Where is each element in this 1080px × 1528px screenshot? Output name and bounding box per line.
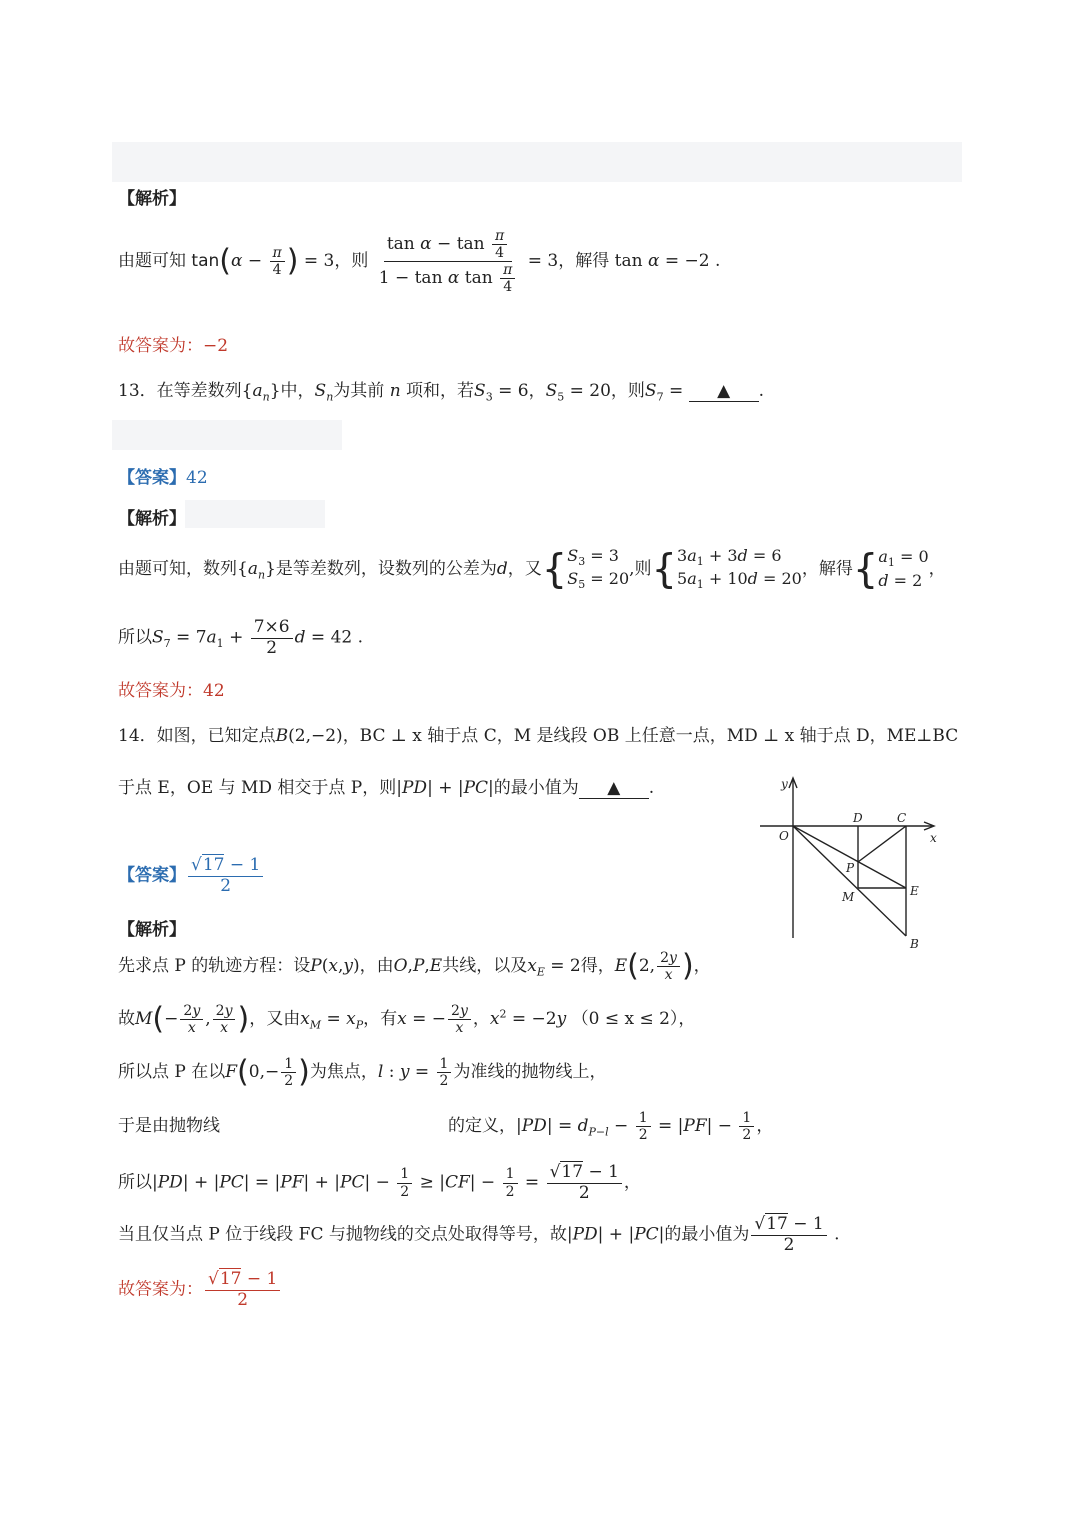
answer-label: 故答案为： [118, 336, 203, 356]
q12-solution-line: 由题可知 tan(α − $\frac{\pi}{4}$ ) = 3，则 tan α − tan $\frac{\pi}{4}$ 1 − tan α tan $\frac{\pi}{4}$ = 3，解得 tan α = −2 . [118, 228, 721, 296]
q13-solution-line2: 所以$S_7 = 7a_1$ + $\frac{7\times 6}{2}$ d = 42 . [118, 617, 364, 658]
q14-solution-line1: 先求点 P 的轨迹方程：设P(x,y)，由O,P,E共线，以及$x_E = 2$得，E(2, $\frac{2y}{x}$ )， [118, 948, 711, 984]
q14-text: 故 [118, 1009, 135, 1030]
q14-figure [750, 770, 950, 960]
q13-answer-header [118, 463, 208, 488]
q14-text: （0 ≤ x ≤ 2）， [571, 1009, 696, 1030]
q14-text: 所以 [118, 1172, 152, 1193]
q12-answer: −2 [203, 336, 229, 356]
answer-blank [579, 778, 649, 799]
q13-text: 为其前 [333, 381, 385, 401]
section-label-jiexi: 【解析】 [118, 920, 186, 940]
label-D: D [853, 811, 863, 825]
answer-label: 【答案】 [118, 468, 186, 488]
q13-question: 13．在等差数列$\{a_n\}$中，$S_n$为其前 n 项和，若$S_3 = 6$，$S_5 = 20$，则$S_7$ = ▲ . [118, 381, 765, 404]
q12-text: ，解得 [558, 251, 610, 272]
segment-OE [793, 826, 906, 888]
scan-band [112, 142, 962, 182]
triangle-icon: ▲ [607, 778, 621, 798]
section-label-jiexi: 【解析】 [118, 189, 186, 209]
q14-solution-line5: 所以|PD| + |PC| = |PF| + |PC| − $\frac{1}{2}$ ≥ |CF| − $\frac{1}{2}$ = $\frac{√17 - 1}{2}$ ， [118, 1162, 641, 1203]
scan-band [185, 500, 325, 528]
label-y: y [781, 777, 788, 791]
q14-solution-line2: 故M(− $\frac{2y}{x}$ , $\frac{2y}{x}$ )，又由$x_M = x_P$，有x = − $\frac{2y}{x}$ ，$x^2 = -2y$ （0 ≤ x ≤ 2）， [118, 1001, 696, 1037]
q13-text: 中， [280, 381, 315, 401]
q14-text: 为准线的抛物线上， [453, 1062, 607, 1083]
q14-text: 于是由抛物线 [118, 1116, 220, 1137]
q14-solution-line6: 当且仅当点 P 位于线段 FC 与抛物线的交点处取得等号，故|PD| + |PC|的最小值为 $\frac{√17 - 1}{2}$ . [118, 1214, 840, 1255]
q14-text: 所以点 P 在以 [118, 1062, 226, 1083]
q13-text: 所以 [118, 627, 152, 648]
q12-answer-line [118, 331, 228, 356]
answer-blank [689, 381, 759, 402]
q14-text: ，BC ⊥ x 轴于点 C，M 是线段 OB 上任意一点，MD ⊥ x 轴于点 D，ME⊥BC [342, 726, 959, 746]
label-O: O [779, 829, 789, 843]
segment-PC [858, 826, 906, 862]
q13-final: 42 [203, 681, 225, 701]
answer-label: 故答案为： [118, 681, 203, 701]
q13-text: 由题可知，数列 [118, 558, 237, 579]
q13-text: 是等差数列，设数列的公差为 [275, 558, 497, 579]
q13-text: 项和，若 [406, 381, 475, 401]
label-C: C [897, 811, 907, 825]
q13-text: ，则 [610, 381, 645, 401]
q13-answer-value: 42 [186, 468, 208, 488]
q13-solution-line1: 由题可知，数列$\{a_n\}$是等差数列，设数列的公差为d，又{ $S_3 = 3$ $S_5 = 20$ ,则{ $3a_1 + 3d = 6$ $5a_1 + 10d = 20$ ，解得{ $a_1 = 0$ d = 2 ， [118, 546, 946, 593]
q14-text: 共线，以及 [442, 956, 528, 977]
segment-OB [793, 826, 906, 936]
section-label-jiexi: 【解析】 [118, 509, 186, 529]
q12-text: ，则 [334, 251, 369, 272]
label-E: E [910, 884, 919, 898]
scan-band [112, 420, 342, 450]
label-x: x [930, 831, 937, 845]
q13-text: 13．在等差数列 [118, 381, 242, 401]
q14-solution-line4: 于是由抛物线 的定义，$|PD| = d_{P-l}$ − $\frac{1}{2}$ = |PF| − $\frac{1}{2}$ ， [118, 1110, 774, 1144]
q14-answer-line: 故答案为： $\frac{√17 - 1}{2}$ [118, 1270, 282, 1310]
q14-text: 14．如图，已知定点 [118, 726, 276, 746]
q14-text: 的最小值为 [493, 778, 579, 798]
q14-text: ，又由 [249, 1009, 301, 1030]
q12-text: 由题可知 [118, 251, 186, 272]
q13-text: ,则 [629, 558, 652, 579]
label-B: B [910, 937, 919, 951]
q14-text: 先求点 P 的轨迹方程：设 [118, 956, 311, 977]
q14-text: 得， [580, 956, 615, 977]
q14-text: ，有 [363, 1009, 398, 1030]
triangle-icon: ▲ [717, 381, 731, 401]
label-M: M [842, 890, 855, 904]
q14-text: ，由 [359, 956, 394, 977]
answer-label: 【答案】 [118, 865, 186, 886]
q14-answer-header: 【答案】 $\frac{√17 - 1}{2}$ [118, 856, 265, 896]
q13-answer-line [118, 676, 225, 701]
q14-solution-line3: 所以点 P 在以F(0,− $\frac{1}{2}$ )为焦点，l : y = $\frac{1}{2}$ 为准线的抛物线上， [118, 1054, 607, 1090]
q14-text: 于点 E，OE 与 MD 相交于点 P，则 [118, 778, 397, 798]
q14-question-line2: 于点 E，OE 与 MD 相交于点 P，则|PD| + |PC|的最小值为 ▲ . [118, 778, 655, 798]
q14-text: 的最小值为 [664, 1224, 750, 1245]
q13-text: ，解得 [801, 558, 853, 579]
q13-text: ，又 [507, 558, 542, 579]
q14-text: 的定义， [448, 1116, 516, 1137]
q14-text: 当且仅当点 P 位于线段 FC 与抛物线的交点处取得等号，故 [118, 1224, 567, 1245]
label-P: P [846, 861, 855, 875]
q14-question-line1: 14．如图，已知定点B(2,−2)，BC ⊥ x 轴于点 C，M 是线段 OB 上任意一点，MD ⊥ x 轴于点 D，ME⊥BC [118, 726, 959, 746]
q14-text: 为焦点， [309, 1062, 378, 1083]
answer-label: 故答案为： [118, 1279, 203, 1300]
